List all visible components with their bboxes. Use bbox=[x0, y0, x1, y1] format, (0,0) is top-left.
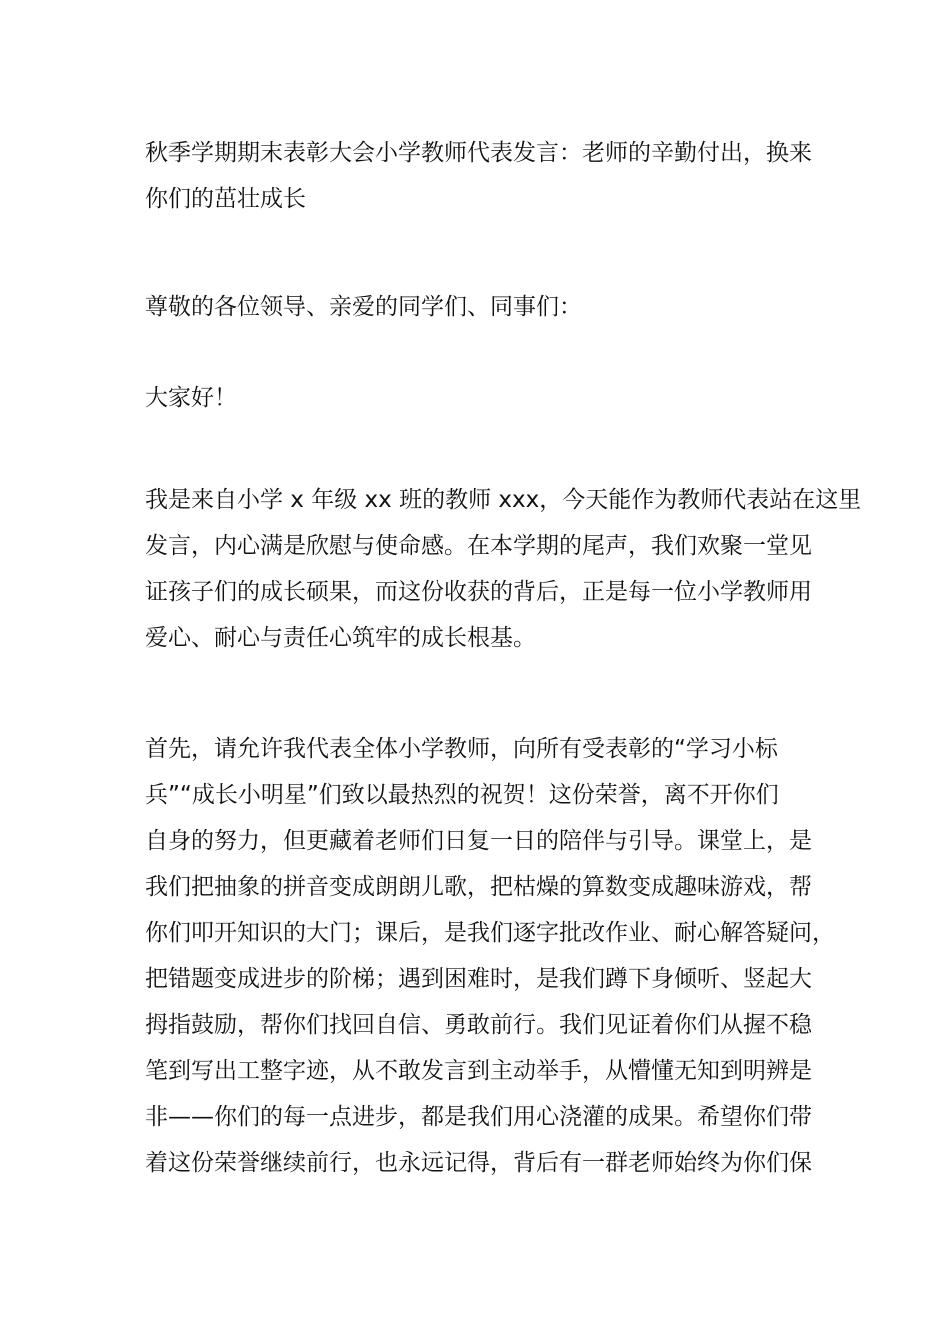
paragraph-line: 证孩子们的成长硕果，而这份收获的背后，正是每一位小学教师用 bbox=[145, 579, 812, 605]
salutation-text: 尊敬的各位领导、亲爱的同学们、同事们： bbox=[145, 294, 582, 320]
paragraph-line: 我们把抽象的拼音变成朗朗儿歌，把枯燥的算数变成趣味游戏，帮 bbox=[145, 874, 812, 900]
paragraph-line: 把错题变成进步的阶梯；遇到困难时，是我们蹲下身倾听、竖起大 bbox=[145, 966, 812, 992]
title-line: 秋季学期期末表彰大会小学教师代表发言：老师的辛勤付出，换来 bbox=[145, 140, 812, 166]
paragraph-line: 笔到写出工整字迹，从不敢发言到主动举手，从懵懂无知到明辨是 bbox=[145, 1058, 812, 1084]
greeting-text: 大家好！ bbox=[145, 385, 237, 411]
document-title bbox=[145, 130, 825, 222]
paragraph-line: 非——你们的每一点进步，都是我们用心浇灌的成果。希望你们带 bbox=[145, 1104, 812, 1130]
paragraph-line: 首先，请允许我代表全体小学教师，向所有受表彰的“学习小标 bbox=[145, 736, 778, 762]
paragraph-line: 爱心、耐心与责任心筑牢的成长根基。 bbox=[145, 625, 536, 651]
paragraph-line: 兵”“成长小明星”们致以最热烈的祝贺！这份荣誉，离不开你们 bbox=[145, 782, 779, 808]
salutation bbox=[145, 284, 825, 330]
greeting bbox=[145, 375, 825, 421]
paragraph-line: 我是来自小学 x 年级 xx 班的教师 xxx，今天能作为教师代表站在这里 bbox=[145, 487, 862, 513]
title-line: 你们的茁壮成长 bbox=[145, 186, 306, 212]
paragraph-line: 你们叩开知识的大门；课后，是我们逐字批改作业、耐心解答疑问， bbox=[145, 920, 835, 946]
paragraph-congratulations bbox=[145, 726, 835, 1186]
paragraph-line: 自身的努力，但更藏着老师们日复一日的陪伴与引导。课堂上，是 bbox=[145, 828, 812, 854]
paragraph-intro bbox=[145, 477, 862, 661]
paragraph-line: 着这份荣誉继续前行，也永远记得，背后有一群老师始终为你们保 bbox=[145, 1150, 812, 1176]
paragraph-line: 拇指鼓励，帮你们找回自信、勇敢前行。我们见证着你们从握不稳 bbox=[145, 1012, 812, 1038]
paragraph-line: 发言，内心满是欣慰与使命感。在本学期的尾声，我们欢聚一堂见 bbox=[145, 533, 812, 559]
